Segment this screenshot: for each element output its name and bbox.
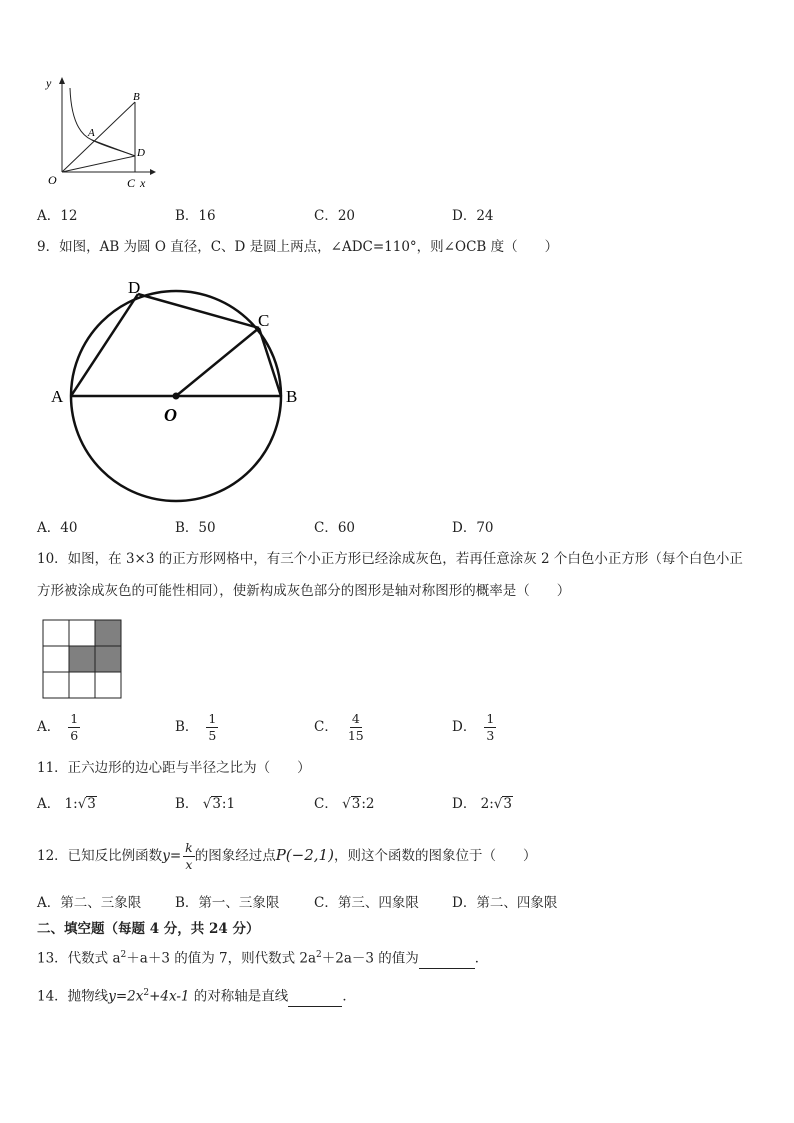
- q11-option-d-letter: D．: [452, 796, 477, 812]
- q11-option-c-letter: C．: [314, 796, 338, 812]
- q13-pre: 13．代数式 a: [37, 950, 121, 967]
- q10-option-c-den: 15: [347, 728, 364, 743]
- q11-option-c-radicand: 3: [351, 796, 361, 812]
- q8-option-d: D．24: [452, 208, 494, 224]
- q9-label-b: B: [286, 387, 298, 406]
- q11-option-d-radicand: 3: [503, 796, 512, 812]
- q11-option-b: B． √3:1: [175, 796, 236, 812]
- q11-option-b-radicand: 3: [212, 796, 221, 812]
- grid-cell-r2-c0: [43, 672, 69, 698]
- grid-cell-r1-c1: [69, 646, 95, 672]
- q10-option-d-den: 3: [486, 728, 495, 743]
- q8-label-c: C: [127, 176, 136, 190]
- q13-end: ．: [474, 950, 489, 967]
- chord-ad: [71, 294, 138, 396]
- q10-option-a-num: 1: [70, 711, 79, 726]
- q13-mid: ＋a＋3 的值为 7，则代数式 2a: [126, 950, 317, 967]
- q11-option-a: A． 1:√3: [37, 796, 96, 812]
- q10-option-d: [452, 712, 496, 743]
- q9-stem: 9．如图，AB 为圆 O 直径，C、D 是圆上两点，∠ADC=110°，则∠OCB 度（ ）: [37, 239, 559, 255]
- chord-dc: [138, 294, 259, 328]
- hyperbola-curve: [70, 88, 135, 156]
- q14-end: ．: [342, 988, 356, 1005]
- q12-option-b: B．第一、三象限: [175, 895, 280, 911]
- q9-label-d: D: [128, 278, 141, 297]
- q11-option-a-letter: A．: [37, 796, 61, 812]
- q13-sup1: 2: [120, 950, 127, 960]
- q14-answer-blank[interactable]: [288, 988, 342, 1007]
- q10-stem-line1: 10．如图，在 3×3 的正方形网格中，有三个小正方形已经涂成灰色，若再任意涂灰 2 个白色小正方形（每个白色小正: [37, 551, 743, 567]
- q11-option-b-post: :1: [221, 796, 236, 812]
- q9-option-b: B．50: [175, 520, 216, 536]
- q12-func-fraction: [183, 841, 195, 872]
- line-ad: [92, 140, 135, 156]
- q10-option-a-den: 6: [70, 728, 79, 743]
- q14-func: y=2x: [108, 988, 144, 1005]
- q10-option-b-num: 1: [208, 711, 217, 726]
- q10-option-d-num: 1: [486, 711, 495, 726]
- q14-sup: 2: [143, 988, 150, 998]
- q14-stem: [37, 984, 356, 1007]
- q10-option-c-letter: C．: [314, 719, 338, 735]
- q11-option-d-pre: 2:: [480, 796, 494, 812]
- grid-cell-r1-c0: [43, 646, 69, 672]
- q9-label-c: C: [258, 311, 270, 330]
- q12-option-a: A．第二、三象限: [37, 895, 142, 911]
- q10-option-a-letter: A．: [37, 719, 61, 735]
- q8-label-y: y: [46, 76, 52, 90]
- q8-label-a: A: [88, 127, 95, 139]
- q10-stem-line2: 方形被涂成灰色的可能性相同），使新构成灰色部分的图形是轴对称图形的概率是（ ）: [37, 583, 571, 599]
- q10-grid-figure: [42, 619, 126, 701]
- q10-option-a: [37, 712, 80, 743]
- segment-oc: [176, 328, 259, 396]
- q8-option-a: A．12: [37, 208, 78, 224]
- q13-stem: [37, 946, 488, 969]
- line-od: [62, 156, 135, 172]
- q12-point: P(−2,1): [275, 846, 334, 864]
- q9-option-c: C．60: [314, 520, 356, 536]
- q13-sup2: 2: [316, 950, 322, 960]
- q12-stem-mid: 的图象经过点: [194, 848, 276, 864]
- q11-option-c-post: :2: [361, 796, 375, 812]
- q10-option-c-num: 4: [351, 711, 360, 726]
- q14-func-rest: +4x-1: [149, 988, 190, 1005]
- q14-pre: 14．抛物线: [37, 988, 109, 1005]
- q9-label-a: A: [51, 387, 64, 406]
- q12-stem-post: ，则这个函数的图象位于（ ）: [333, 848, 537, 864]
- q10-option-a-fraction: [68, 712, 80, 743]
- center-point: [173, 393, 180, 400]
- q12-stem-pre: 12．已知反比例函数: [37, 848, 163, 864]
- q8-label-o: O: [48, 173, 57, 187]
- grid-cell-r0-c0: [43, 620, 69, 646]
- q10-option-c: [314, 712, 366, 743]
- chord-cb: [259, 328, 281, 396]
- q10-option-c-fraction: [346, 712, 366, 743]
- q10-option-d-letter: D．: [452, 719, 477, 735]
- q10-option-d-fraction: [484, 712, 496, 743]
- q11-option-d: D． 2:√3: [452, 796, 512, 812]
- q11-option-b-letter: B．: [175, 796, 199, 812]
- q9-option-a: A．40: [37, 520, 78, 536]
- q9-label-o: O: [164, 405, 177, 425]
- q12-func-den: x: [185, 857, 193, 872]
- q12-func-num: k: [185, 840, 193, 855]
- q10-option-b-fraction: [206, 712, 218, 743]
- q8-label-d: D: [137, 147, 145, 159]
- q12-func-y: y: [162, 848, 170, 864]
- q12-option-d: D．第二、四象限: [452, 895, 558, 911]
- q8-option-b: B．16: [175, 208, 216, 224]
- q14-post: 的对称轴是直线: [189, 988, 289, 1005]
- q9-figure: [40, 272, 320, 507]
- q8-figure: [38, 72, 158, 194]
- q11-stem: 11．正六边形的边心距与半径之比为（ ）: [37, 760, 311, 776]
- q9-option-d: D．70: [452, 520, 494, 536]
- q13-post: ＋2a－3 的值为: [321, 950, 419, 967]
- q12-option-c: C．第三、四象限: [314, 895, 419, 911]
- q8-label-b: B: [133, 91, 140, 103]
- grid-cell-r2-c1: [69, 672, 95, 698]
- q11-option-a-pre: 1:: [64, 796, 78, 812]
- grid-cell-r0-c2: [95, 620, 121, 646]
- q12-stem: [37, 838, 536, 873]
- grid-cell-r1-c2: [95, 646, 121, 672]
- section-fill-in-title: 二、填空题（每题 4 分，共 24 分）: [37, 921, 260, 937]
- q10-option-b: [175, 712, 218, 743]
- q8-option-c: C．20: [314, 208, 356, 224]
- q11-option-c: C． √3:2: [314, 796, 375, 812]
- grid-cell-r0-c1: [69, 620, 95, 646]
- q10-option-b-den: 5: [208, 728, 217, 743]
- q12-func-eq: =: [169, 848, 182, 864]
- q13-answer-blank[interactable]: [419, 950, 475, 969]
- q11-option-a-radicand: 3: [87, 796, 96, 812]
- q8-label-x: x: [140, 176, 146, 190]
- grid-cell-r2-c2: [95, 672, 121, 698]
- q10-option-b-letter: B．: [175, 719, 199, 735]
